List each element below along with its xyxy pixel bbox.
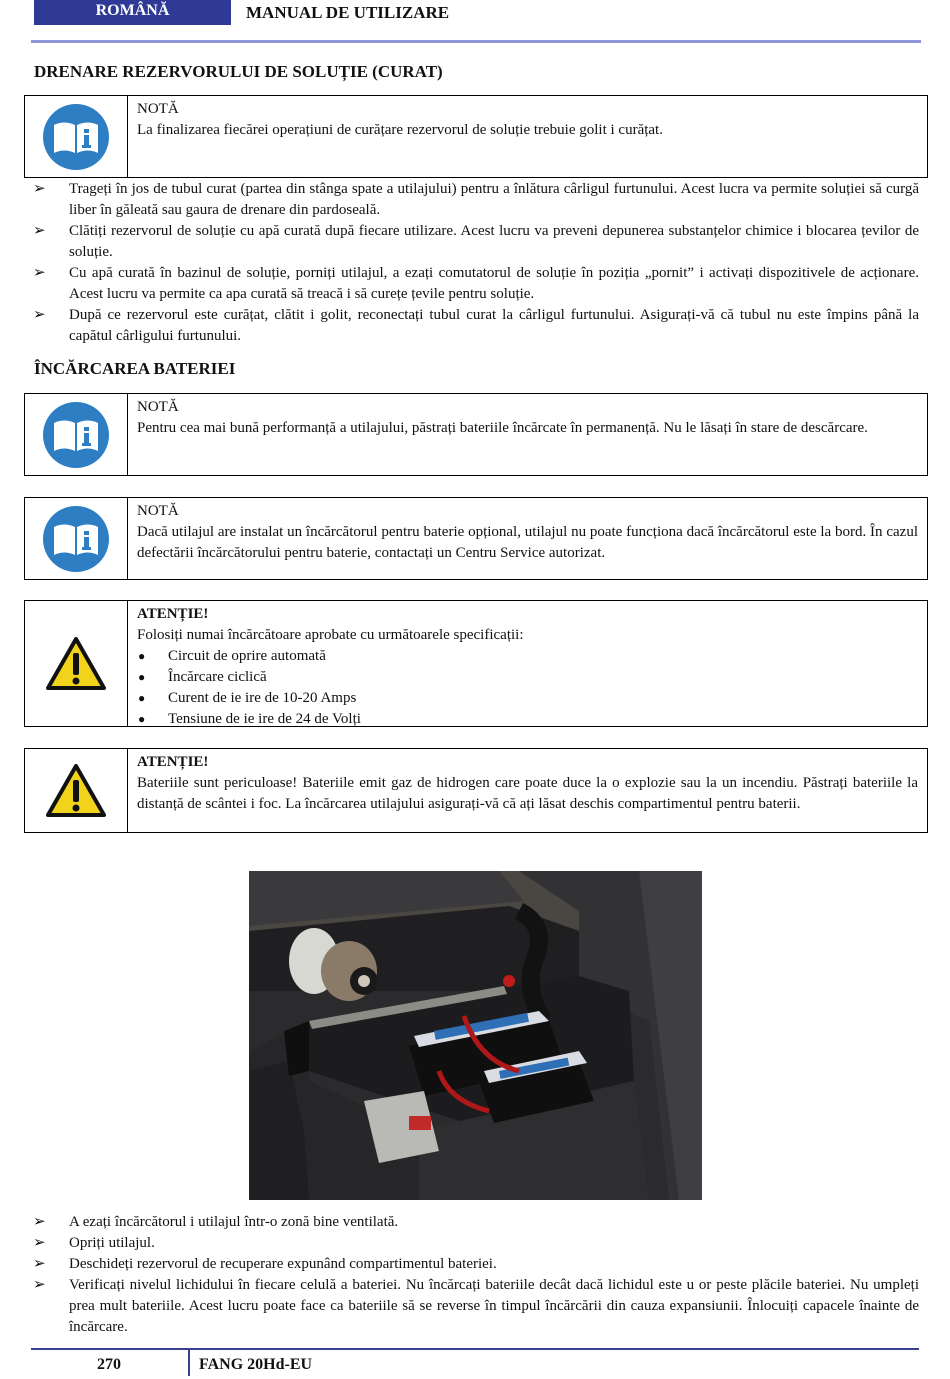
- footer-divider: [188, 1350, 190, 1376]
- arrow-bullet-icon: ➢: [33, 223, 46, 239]
- list-item: ➢ Deschideți rezervorul de recuperare expunând compartimentul bateriei.: [33, 1254, 919, 1275]
- list-item: ➢ Clătiți rezervorul de soluție cu apă curată după fiecare utilizare. Acest lucru va preveni depunerea substanțelor chimice i blocarea țevilor de soluție.: [33, 223, 919, 260]
- battery-compartment-photo: [249, 871, 702, 1200]
- caution-box-2: [24, 748, 928, 833]
- list-item: ➢ A ezați încărcătorul i utilajul într-o zonă bine ventilată.: [33, 1212, 919, 1233]
- section-heading-charge: ÎNCĂRCAREA BATERIEI: [34, 359, 236, 378]
- note-text: Pentru cea mai bună performanță a utilajului, păstrați bateriile încărcate în permanență. Nu le lăsați în stare de descărcare.: [137, 420, 868, 436]
- note-box-charge-2: [24, 497, 928, 580]
- arrow-bullet-icon: ➢: [33, 265, 46, 281]
- list-item: ● Tensiune de ie ire de 24 de Volți: [137, 709, 918, 730]
- arrow-bullet-icon: ➢: [33, 1256, 46, 1272]
- model-name: FANG 20Hd-EU: [199, 1356, 313, 1373]
- charge-steps-list: [33, 1212, 919, 1338]
- manual-info-icon: [42, 401, 110, 469]
- list-item: ➢ După ce rezervorul este curățat, clătit i golit, reconectați tubul curat la cârligul furtunului. Asigurați-vă că tubul nu este împins până la capătul cârligului furtunului.: [33, 307, 919, 344]
- drain-steps-list: [33, 179, 919, 347]
- manual-info-icon: [42, 103, 110, 171]
- section-heading-drain: DRENARE REZERVORULUI DE SOLUȚIE (CURAT): [34, 62, 443, 81]
- arrow-bullet-icon: ➢: [33, 1214, 46, 1230]
- note-box-charge-1: [24, 393, 928, 476]
- footer-rule: [31, 1348, 919, 1350]
- header-rule: [31, 40, 921, 43]
- spec-list: [137, 646, 918, 730]
- caution-label: ATENȚIE!: [137, 606, 209, 622]
- list-item: ➢ Trageți în jos de tubul curat (partea din stânga spate a utilajului) pentru a înlătura cârligul furtunului. Acest lucra va permite soluției să curgă liber în găleată sau gaura de drenare din pardoseală.: [33, 181, 919, 218]
- warning-triangle-icon: [45, 763, 107, 819]
- icon-cell: [25, 601, 128, 726]
- list-item: ● Circuit de oprire automată: [137, 646, 918, 667]
- arrow-bullet-icon: ➢: [33, 307, 46, 323]
- list-item: ➢ Opriți utilajul.: [33, 1233, 919, 1254]
- caution-text: Folosiți numai încărcătoare aprobate cu următoarele specificații:: [137, 627, 524, 643]
- manual-title: MANUAL DE UTILIZARE: [246, 3, 450, 22]
- icon-cell: [25, 394, 128, 475]
- icon-cell: [25, 96, 128, 177]
- list-item: ● Încărcare ciclică: [137, 667, 918, 688]
- note-label: NOTĂ: [137, 101, 179, 117]
- language-tab: ROMÂNĂ: [34, 0, 231, 25]
- caution-box-1: [24, 600, 928, 727]
- note-label: NOTĂ: [137, 399, 179, 415]
- arrow-bullet-icon: ➢: [33, 1277, 46, 1293]
- manual-info-icon: [42, 505, 110, 573]
- note-label: NOTĂ: [137, 503, 179, 519]
- list-item: ➢ Cu apă curată în bazinul de soluție, porniți utilajul, a ezați comutatorul de soluție în poziția „pornit” i activați dispozitivele de acționare. Acest lucru va permite ca apa curată să treacă i să curețe țevile pentru soluție.: [33, 265, 919, 302]
- list-item: ➢ Verificați nivelul lichidului în fiecare celulă a bateriei. Nu încărcați bateriile decât dacă lichidul este u or peste plăcile bateriei. Nu umpleți prea mult bateriile. Acest lucru poate face ca bateriile să se reverse în timpul încărcării din cauza expansiunii. Înlocuiți capacele înainte de încărcare.: [33, 1277, 919, 1335]
- note-text: La finalizarea fiecărei operațiuni de curățare rezervorul de soluție trebuie golit i curățat.: [137, 122, 663, 138]
- list-item: ● Curent de ie ire de 10-20 Amps: [137, 688, 918, 709]
- icon-cell: [25, 498, 128, 579]
- icon-cell: [25, 749, 128, 832]
- caution-text: Bateriile sunt periculoase! Bateriile emit gaz de hidrogen care poate duce la o explozie sau la un incendiu. Păstrați bateriile la distanță de scântei i foc. La încărcarea utilajului asigurați-vă că ați lăsat deschis compartimentul pentru baterii.: [137, 775, 918, 812]
- note-box-drain: [24, 95, 928, 178]
- arrow-bullet-icon: ➢: [33, 1235, 46, 1251]
- page-number: 270: [97, 1356, 121, 1373]
- arrow-bullet-icon: ➢: [33, 181, 46, 197]
- warning-triangle-icon: [45, 636, 107, 692]
- note-text: Dacă utilajul are instalat un încărcătorul pentru baterie opțional, utilajul nu poate funcționa dacă încărcătorul este la bord. În cazul defectării încărcătorului pentru baterie, contactați un Centru Service autorizat.: [137, 524, 918, 561]
- caution-label: ATENȚIE!: [137, 754, 209, 770]
